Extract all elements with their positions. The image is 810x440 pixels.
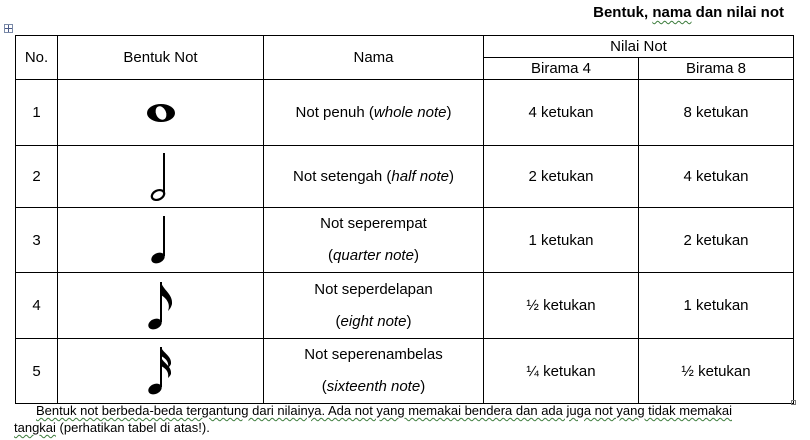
birama8-value: ½ ketukan [639,339,794,404]
note-name-cell: Not seperenambelas (sixteenth note) [264,339,484,404]
birama4-value: ½ ketukan [484,273,639,339]
birama8-value: 8 ketukan [639,80,794,146]
header-birama8: Birama 8 [639,58,794,80]
note-name-cell: Not setengah (half note) [264,146,484,208]
caption-paragraph: Bentuk not berbeda-beda tergantung dari nilainya. Ada not yang memakai bendera dan ada juga not yang tidak memakai tangkai (perhatikan tabel di atas!). [14,403,732,435]
birama8-value: 1 ketukan [639,273,794,339]
note-name-cell: Not seperdelapan (eight note) [264,273,484,339]
half-note-icon [149,151,173,203]
row-number: 5 [16,339,58,404]
note-shape-cell [58,273,264,339]
note-name-cell: Not seperempat (quarter note) [264,208,484,273]
header-birama4: Birama 4 [484,58,639,80]
table-move-handle-icon[interactable] [4,24,13,33]
row-number: 1 [16,80,58,146]
note-shape-cell [58,146,264,208]
table-row [16,80,794,146]
quarter-note-icon [149,214,173,266]
note-name-cell: Not penuh (whole note) [264,80,484,146]
header-nama: Nama [264,36,484,80]
table-row [16,339,794,404]
note-shape-cell [58,208,264,273]
birama4-value: 1 ketukan [484,208,639,273]
header-bentuk: Bentuk Not [58,36,264,80]
table-row [16,146,794,208]
table-row [16,208,794,273]
note-values-table [15,35,794,404]
header-no: No. [16,36,58,80]
birama4-value: 4 ketukan [484,80,639,146]
row-number: 2 [16,146,58,208]
note-shape-cell [58,80,264,146]
note-shape-cell [58,339,264,404]
birama4-value: 2 ketukan [484,146,639,208]
table-row [16,273,794,339]
sixteenth-note-icon [146,345,176,397]
birama8-value: 2 ketukan [639,208,794,273]
birama4-value: ¼ ketukan [484,339,639,404]
eighth-note-icon [146,280,176,332]
header-nilai: Nilai Not [484,36,794,58]
birama8-value: 4 ketukan [639,146,794,208]
row-number: 4 [16,273,58,339]
row-number: 3 [16,208,58,273]
whole-note-icon [144,100,178,126]
page-title: Bentuk, nama dan nilai not [593,4,784,21]
